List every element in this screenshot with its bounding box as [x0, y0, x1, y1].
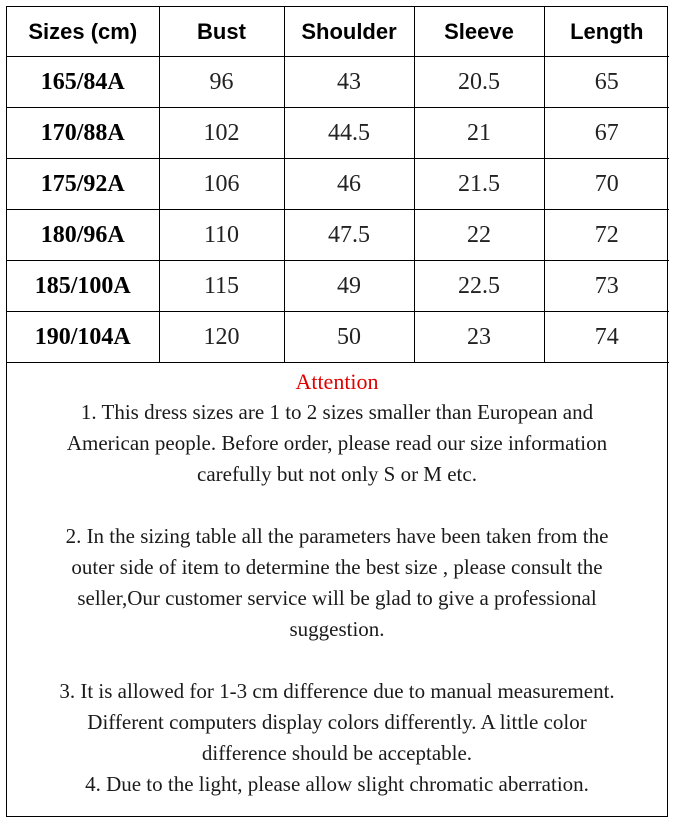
sleeve-cell: 20.5: [414, 57, 544, 108]
note-line: suggestion.: [289, 617, 385, 641]
bust-cell: 120: [159, 312, 284, 363]
shoulder-cell: 47.5: [284, 210, 414, 261]
table-header-row: [7, 7, 669, 57]
length-cell: 74: [544, 312, 669, 363]
length-cell: 65: [544, 57, 669, 108]
header-length: Length: [544, 7, 669, 57]
shoulder-cell: 46: [284, 159, 414, 210]
shoulder-cell: 44.5: [284, 108, 414, 159]
bust-cell: 115: [159, 261, 284, 312]
sleeve-cell: 21: [414, 108, 544, 159]
table-row: [7, 210, 669, 261]
header-sleeve: Sleeve: [414, 7, 544, 57]
table-row: [7, 312, 669, 363]
size-cell: 180/96A: [7, 210, 159, 261]
note-line: seller,Our customer service will be glad to give a professional: [77, 586, 597, 610]
sleeve-cell: 21.5: [414, 159, 544, 210]
size-cell: 185/100A: [7, 261, 159, 312]
sleeve-cell: 22: [414, 210, 544, 261]
length-cell: 72: [544, 210, 669, 261]
header-bust: Bust: [159, 7, 284, 57]
note-line: 4. Due to the light, please allow slight chromatic aberration.: [85, 772, 589, 796]
sleeve-cell: 22.5: [414, 261, 544, 312]
bust-cell: 106: [159, 159, 284, 210]
header-sizes: Sizes (cm): [7, 7, 159, 57]
shoulder-cell: 49: [284, 261, 414, 312]
table-row: [7, 108, 669, 159]
attention-title: Attention: [295, 369, 379, 394]
length-cell: 70: [544, 159, 669, 210]
size-cell: 190/104A: [7, 312, 159, 363]
length-cell: 67: [544, 108, 669, 159]
note-line: 2. In the sizing table all the parameters have been taken from the: [65, 524, 609, 548]
note-line: outer side of item to determine the best size , please consult the: [71, 555, 603, 579]
size-cell: 175/92A: [7, 159, 159, 210]
size-chart-sheet: [6, 6, 668, 817]
note-line: 3. It is allowed for 1-3 cm difference due to manual measurement.: [59, 679, 615, 703]
size-table: [7, 7, 669, 363]
note-spacer: [7, 645, 667, 676]
table-row: [7, 261, 669, 312]
note-line: carefully but not only S or M etc.: [197, 462, 477, 486]
size-cell: 165/84A: [7, 57, 159, 108]
length-cell: 73: [544, 261, 669, 312]
bust-cell: 96: [159, 57, 284, 108]
bust-cell: 102: [159, 108, 284, 159]
note-line: Different computers display colors differently. A little color: [87, 710, 587, 734]
header-shoulder: Shoulder: [284, 7, 414, 57]
note-line: American people. Before order, please read our size information: [66, 431, 608, 455]
table-row: [7, 57, 669, 108]
note-line: difference should be acceptable.: [201, 741, 473, 765]
bust-cell: 110: [159, 210, 284, 261]
size-cell: 170/88A: [7, 108, 159, 159]
note-spacer: [7, 490, 667, 521]
attention-notes: [7, 363, 667, 800]
table-row: [7, 159, 669, 210]
shoulder-cell: 43: [284, 57, 414, 108]
note-line: 1. This dress sizes are 1 to 2 sizes smaller than European and: [80, 400, 594, 424]
sleeve-cell: 23: [414, 312, 544, 363]
shoulder-cell: 50: [284, 312, 414, 363]
